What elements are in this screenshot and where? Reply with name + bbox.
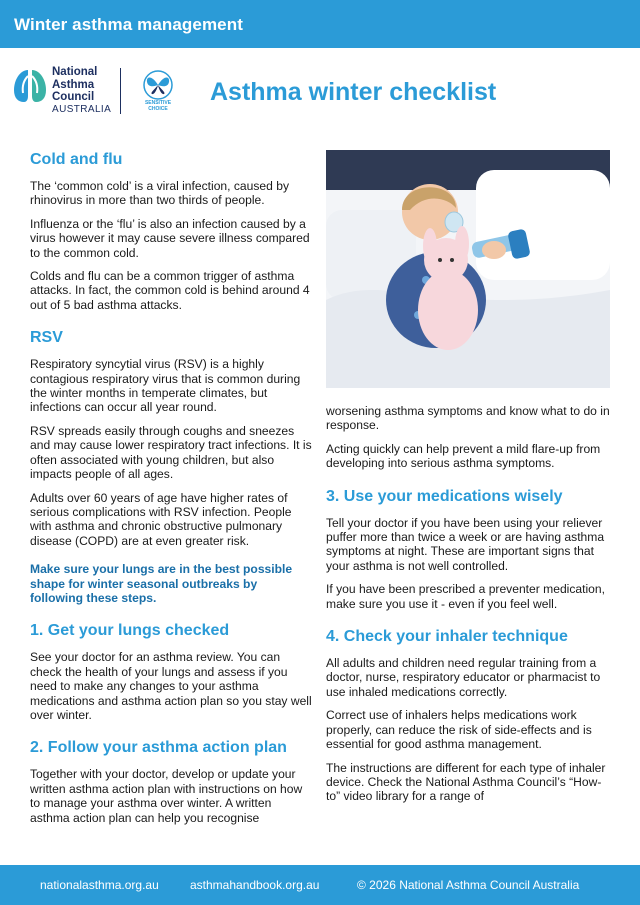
footer-copyright: © 2026 National Asthma Council Australia xyxy=(357,878,580,892)
logo-divider xyxy=(120,68,121,114)
step-4-paragraph-2: Correct use of inhalers helps medications work properly, can reduce the risk of side-effects and is essential for good asthma management. xyxy=(326,708,592,752)
step-3-heading: 3. Use your medications wisely xyxy=(326,487,563,505)
step-4-paragraph-1: All adults and children need regular training from a doctor, nurse, respiratory educator or pharmacist to use inhaled medications correctly. xyxy=(326,656,601,699)
rsv-heading: RSV xyxy=(30,329,63,347)
national-asthma-council-logo xyxy=(12,66,112,118)
butterfly-icon xyxy=(138,70,178,100)
step-4-heading: 4. Check your inhaler technique xyxy=(326,628,568,646)
child-inhaler-illustration xyxy=(326,150,610,388)
top-banner xyxy=(0,0,640,48)
page-title: Asthma winter checklist xyxy=(210,78,497,106)
rsv-paragraph-3: Adults over 60 years of age have higher rates of serious complications with RSV infection. People with asthma and chronic obstructive pulmonary disease (COPD) are at even greater risk. xyxy=(30,490,292,548)
step-1-heading: 1. Get your lungs checked xyxy=(30,622,230,640)
logo-line-1: National xyxy=(52,66,98,78)
logo-line-3: Council xyxy=(52,91,95,103)
lungs-logo-icon xyxy=(12,66,48,106)
logo-wordmark xyxy=(52,66,111,116)
step-3-paragraph-2: If you have been prescribed a preventer medication, make sure you use it - even if you feel well. xyxy=(326,582,605,611)
footer-link-asthmahandbook[interactable]: asthmahandbook.org.au xyxy=(190,878,320,892)
step-4-paragraph-3: The instructions are different for each type of inhaler device. Check the National Asthma Council’s “How-to” video library for a range of xyxy=(326,760,606,804)
step-2-paragraph-2: Acting quickly can help prevent a mild flare-up from developing into serious asthma symptoms. xyxy=(326,441,601,471)
step-3-paragraph-1: Tell your doctor if you have been using your reliever puffer more than twice a week or are having asthma symptoms at night. These are important signs that your asthma is not well controlled. xyxy=(326,515,605,573)
banner-title: Winter asthma management xyxy=(14,15,243,34)
badge-text xyxy=(138,100,178,112)
rsv-paragraph-2: RSV spreads easily through coughs and sneezes and may cause lower respiratory tract infections. It is often associated with young children, but also impacts people of all ages. xyxy=(30,423,312,482)
cold-flu-paragraph-3: Colds and flu can be a common trigger of asthma attacks. In fact, the common cold is behind around 4 out of 5 bad asthma attacks. xyxy=(30,269,310,312)
cold-flu-heading: Cold and flu xyxy=(30,151,123,168)
step-2-paragraph-1-continued: worsening asthma symptoms and know what to do in response. xyxy=(326,404,610,433)
step-1-paragraph-1: See your doctor for an asthma review. You can check the health of your lungs and assess if you need to make any changes to your asthma medications and asthma action plan so you stay well over winter. xyxy=(30,650,312,722)
badge-line-1: SENSITIVE xyxy=(144,100,172,106)
callout-text: Make sure your lungs are in the best possible shape for winter seasonal outbreaks by following these steps. xyxy=(30,562,293,605)
cold-flu-paragraph-1: The ‘common cold’ is a viral infection, caused by rhinovirus in more than two thirds of people. xyxy=(30,179,290,208)
logo-line-4: AUSTRALIA xyxy=(52,103,112,115)
rsv-paragraph-1: Respiratory syncytial virus (RSV) is a highly contagious respiratory virus that is common during the winter months in temperate climates, but infections can occur all year round. xyxy=(30,357,301,415)
sensitive-choice-badge xyxy=(138,70,178,114)
badge-line-2: CHOICE xyxy=(148,106,168,112)
cold-flu-paragraph-2: Influenza or the ‘flu’ is also an infection caused by a virus however it may cause severe illness compared to the common cold. xyxy=(30,216,310,260)
right-column xyxy=(326,404,612,804)
left-column xyxy=(30,150,312,825)
step-2-paragraph-1: Together with your doctor, develop or update your written asthma action plan with instructions on how to manage your asthma over winter. A written asthma action plan can help you recognise xyxy=(30,767,303,825)
footer-link-nationalasthma[interactable]: nationalasthma.org.au xyxy=(40,878,159,892)
footer-bar xyxy=(0,865,640,905)
logo-line-2: Asthma xyxy=(52,78,95,91)
step-2-heading: 2. Follow your asthma action plan xyxy=(30,739,287,757)
child-with-inhaler-photo xyxy=(326,150,610,388)
